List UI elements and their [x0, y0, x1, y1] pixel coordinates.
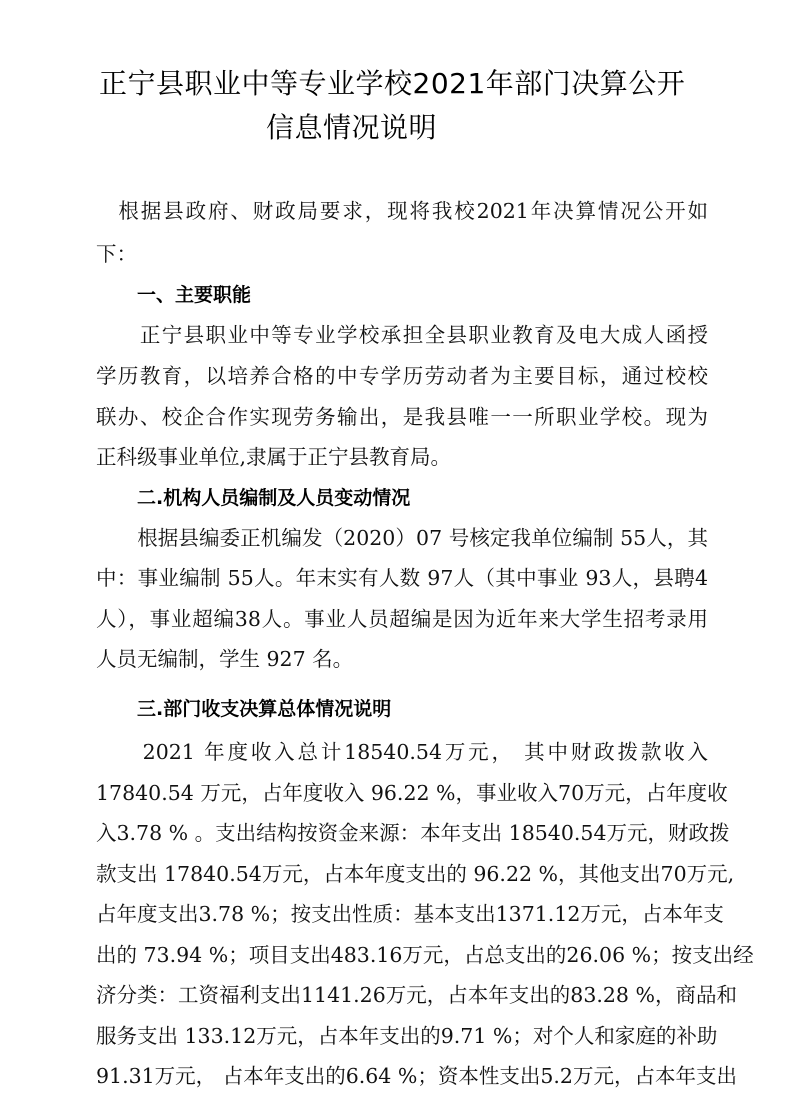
- section-3-line-2: 17840.54 万元，占年度收入 96.22 %，事业收入70万元，占年度收: [96, 781, 728, 805]
- intro-line-1: 根据县政府、财政局要求，现将我校2021年决算情况公开如: [96, 199, 708, 223]
- section-3-line-5: 占年度支出3.78 %；按支出性质：基本支出1371.12万元，占本年支: [96, 902, 724, 926]
- section-3-line-4: 款支出 17840.54万元，占本年度支出的 96.22 %，其他支出70万元,: [96, 862, 735, 886]
- section-2-line-4: 人员无编制，学生 927 名。: [96, 647, 354, 671]
- section-heading-staffing: 二.机构人员编制及人员变动情况: [137, 487, 411, 509]
- section-1-line-1: 正宁县职业中等专业学校承担全县职业教育及电大成人函授: [96, 323, 708, 347]
- section-3-line-6: 出的 73.94 %；项目支出483.16万元，占总支出的26.06 %；按支出经: [96, 943, 754, 967]
- section-2-line-1: 根据县编委正机编发（2020）07 号核定我单位编制 55人，其: [96, 526, 708, 550]
- section-heading-budget: 三.部门收支决算总体情况说明: [137, 698, 392, 720]
- section-1-line-4: 正科级事业单位,隶属于正宁县教育局。: [96, 445, 452, 469]
- section-2-line-2: 中：事业编制 55人。年末实有人数 97人（其中事业 93人，县聘4: [96, 566, 708, 590]
- section-1-line-3: 联办、校企合作实现劳务输出，是我县唯一一所职业学校。现为: [96, 405, 708, 429]
- section-3-line-1: 2021 年度收入总计18540.54万元， 其中财政拨款收入: [96, 740, 708, 764]
- document-title-line-2: 信息情况说明: [266, 111, 438, 144]
- section-3-line-8: 服务支出 133.12万元，占本年支出的9.71 %；对个人和家庭的补助: [96, 1024, 718, 1048]
- section-3-line-7: 济分类：工资福利支出1141.26万元，占本年支出的83.28 %，商品和: [96, 983, 737, 1007]
- document-title-line-1: 正宁县职业中等专业学校2021年部门决算公开: [99, 67, 686, 100]
- section-2-line-3: 人），事业超编38人。事业人员超编是因为近年来大学生招考录用: [96, 607, 708, 631]
- intro-line-2: 下：: [96, 242, 137, 266]
- section-3-line-3: 入3.78 % 。支出结构按资金来源：本年支出 18540.54万元，财政拨: [96, 821, 730, 845]
- section-heading-functions: 一、主要职能: [137, 284, 252, 306]
- section-1-line-2: 学历教育，以培养合格的中专学历劳动者为主要目标，通过校校: [96, 364, 708, 388]
- section-3-line-9: 91.31万元， 占本年支出的6.64 %；资本性支出5.2万元，占本年支出: [96, 1064, 737, 1088]
